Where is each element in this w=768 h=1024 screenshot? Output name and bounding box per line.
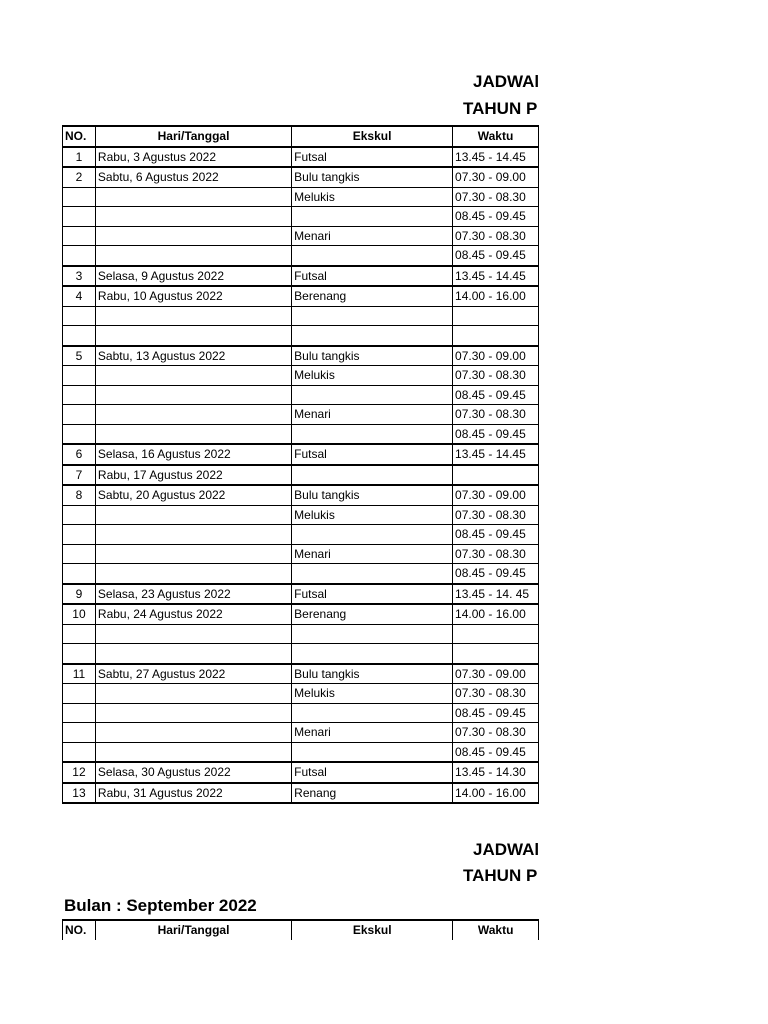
cell-hari-tanggal [95, 366, 291, 386]
cell-hari-tanggal [95, 684, 291, 704]
cell-no [63, 405, 96, 425]
cell-no [63, 703, 96, 723]
cell-no [63, 306, 96, 326]
cell-hari-tanggal [95, 544, 291, 564]
header-waktu: Waktu [453, 920, 539, 940]
table-header-row [63, 126, 539, 147]
schedule-title-1: JADWAl [473, 72, 539, 91]
cell-waktu: 13.45 - 14. 45 [453, 584, 539, 605]
table-row [63, 684, 539, 704]
header-no: NO. [63, 920, 96, 940]
cell-no [63, 564, 96, 584]
cell-ekskul: Bulu tangkis [292, 346, 453, 366]
cell-waktu: 14.00 - 16.00 [453, 286, 539, 306]
cell-waktu: 08.45 - 09.45 [453, 703, 539, 723]
cell-no: 9 [63, 584, 96, 605]
cell-ekskul: Futsal [292, 444, 453, 465]
cell-waktu: 07.30 - 08.30 [453, 187, 539, 207]
cell-hari-tanggal: Selasa, 30 Agustus 2022 [95, 762, 291, 783]
table-row [63, 385, 539, 405]
cell-hari-tanggal: Selasa, 16 Agustus 2022 [95, 444, 291, 465]
cell-no: 6 [63, 444, 96, 465]
cell-waktu: 07.30 - 08.30 [453, 684, 539, 704]
cell-no [63, 424, 96, 444]
cell-no [63, 525, 96, 545]
cell-no: 11 [63, 664, 96, 684]
cell-ekskul [292, 306, 453, 326]
cell-waktu: 07.30 - 09.00 [453, 485, 539, 505]
schedule-title-2: JADWAl [473, 840, 539, 859]
schedule-table-september [62, 919, 539, 940]
cell-no [63, 684, 96, 704]
cell-no [63, 742, 96, 762]
cell-ekskul [292, 326, 453, 346]
cell-waktu: 07.30 - 08.30 [453, 544, 539, 564]
cell-no [63, 723, 96, 743]
cell-hari-tanggal [95, 644, 291, 664]
table-row [63, 505, 539, 525]
table-body [63, 147, 539, 804]
table-row [63, 742, 539, 762]
cell-no: 3 [63, 266, 96, 287]
table-row [63, 485, 539, 505]
table-row [63, 465, 539, 486]
cell-hari-tanggal: Rabu, 10 Agustus 2022 [95, 286, 291, 306]
table-row [63, 366, 539, 386]
table-row [63, 147, 539, 168]
cell-waktu: 08.45 - 09.45 [453, 424, 539, 444]
cell-ekskul [292, 465, 453, 486]
cell-no [63, 326, 96, 346]
cell-waktu [453, 465, 539, 486]
cell-hari-tanggal [95, 187, 291, 207]
table-row [63, 544, 539, 564]
schedule-subtitle-2: TAHUN P [463, 866, 538, 885]
header-hari-tanggal: Hari/Tanggal [95, 126, 291, 147]
cell-hari-tanggal [95, 742, 291, 762]
cell-hari-tanggal [95, 207, 291, 227]
table-row [63, 326, 539, 346]
cell-no [63, 505, 96, 525]
table-row [63, 564, 539, 584]
cell-waktu: 07.30 - 08.30 [453, 723, 539, 743]
cell-waktu: 07.30 - 09.00 [453, 664, 539, 684]
cell-ekskul [292, 644, 453, 664]
cell-ekskul [292, 207, 453, 227]
table-row [63, 286, 539, 306]
cell-ekskul: Bulu tangkis [292, 664, 453, 684]
cell-ekskul: Menari [292, 405, 453, 425]
cell-ekskul: Futsal [292, 147, 453, 168]
cell-ekskul: Bulu tangkis [292, 167, 453, 187]
cell-ekskul: Berenang [292, 286, 453, 306]
cell-waktu: 13.45 - 14.45 [453, 444, 539, 465]
table-row [63, 604, 539, 624]
cell-waktu: 13.45 - 14.45 [453, 266, 539, 287]
cell-no [63, 207, 96, 227]
cell-ekskul: Menari [292, 544, 453, 564]
cell-ekskul: Melukis [292, 505, 453, 525]
cell-ekskul: Menari [292, 723, 453, 743]
header-ekskul: Ekskul [292, 126, 453, 147]
cell-ekskul: Futsal [292, 584, 453, 605]
cell-hari-tanggal [95, 624, 291, 644]
cell-hari-tanggal: Rabu, 31 Agustus 2022 [95, 783, 291, 804]
cell-hari-tanggal [95, 525, 291, 545]
cell-hari-tanggal [95, 564, 291, 584]
table-row [63, 584, 539, 605]
cell-hari-tanggal: Rabu, 3 Agustus 2022 [95, 147, 291, 168]
cell-hari-tanggal: Sabtu, 13 Agustus 2022 [95, 346, 291, 366]
cell-no: 13 [63, 783, 96, 804]
table-row [63, 664, 539, 684]
cell-no [63, 624, 96, 644]
cell-ekskul [292, 385, 453, 405]
cell-ekskul: Melukis [292, 366, 453, 386]
cell-no [63, 226, 96, 246]
table-row [63, 306, 539, 326]
cell-hari-tanggal [95, 306, 291, 326]
cell-no [63, 366, 96, 386]
table-row [63, 783, 539, 804]
cell-waktu: 08.45 - 09.45 [453, 742, 539, 762]
cell-hari-tanggal: Rabu, 17 Agustus 2022 [95, 465, 291, 486]
cell-hari-tanggal [95, 703, 291, 723]
cell-ekskul [292, 703, 453, 723]
cell-ekskul: Melukis [292, 684, 453, 704]
cell-waktu: 14.00 - 16.00 [453, 604, 539, 624]
cell-no [63, 187, 96, 207]
cell-ekskul [292, 525, 453, 545]
cell-waktu: 08.45 - 09.45 [453, 207, 539, 227]
table-row [63, 226, 539, 246]
table-row [63, 444, 539, 465]
cell-no: 1 [63, 147, 96, 168]
table-row [63, 246, 539, 266]
table-row [63, 207, 539, 227]
cell-hari-tanggal [95, 424, 291, 444]
cell-ekskul [292, 624, 453, 644]
cell-ekskul: Renang [292, 783, 453, 804]
table-row [63, 346, 539, 366]
table-row [63, 762, 539, 783]
cell-no: 4 [63, 286, 96, 306]
table-row [63, 266, 539, 287]
cell-ekskul: Futsal [292, 266, 453, 287]
table-row [63, 187, 539, 207]
cell-ekskul [292, 424, 453, 444]
cell-no [63, 644, 96, 664]
cell-hari-tanggal [95, 405, 291, 425]
header-no: NO. [63, 126, 96, 147]
cell-ekskul [292, 564, 453, 584]
cell-waktu [453, 326, 539, 346]
cell-waktu: 08.45 - 09.45 [453, 385, 539, 405]
cell-ekskul: Futsal [292, 762, 453, 783]
cell-no: 8 [63, 485, 96, 505]
cell-hari-tanggal: Sabtu, 20 Agustus 2022 [95, 485, 291, 505]
cell-hari-tanggal [95, 246, 291, 266]
cell-waktu: 08.45 - 09.45 [453, 525, 539, 545]
cell-no [63, 544, 96, 564]
cell-waktu: 07.30 - 09.00 [453, 167, 539, 187]
schedule-table-august [62, 125, 539, 804]
table-row [63, 703, 539, 723]
table-row [63, 624, 539, 644]
cell-ekskul [292, 246, 453, 266]
cell-no: 7 [63, 465, 96, 486]
cell-no: 2 [63, 167, 96, 187]
cell-ekskul: Bulu tangkis [292, 485, 453, 505]
cell-hari-tanggal [95, 385, 291, 405]
cell-no: 12 [63, 762, 96, 783]
cell-waktu: 13.45 - 14.30 [453, 762, 539, 783]
cell-hari-tanggal [95, 326, 291, 346]
header-ekskul: Ekskul [292, 920, 453, 940]
header-waktu: Waktu [453, 126, 539, 147]
cell-waktu: 07.30 - 09.00 [453, 346, 539, 366]
table-row [63, 644, 539, 664]
month-label: Bulan : September 2022 [64, 896, 257, 915]
cell-hari-tanggal [95, 505, 291, 525]
cell-waktu: 08.45 - 09.45 [453, 246, 539, 266]
cell-no [63, 246, 96, 266]
cell-waktu [453, 624, 539, 644]
cell-ekskul [292, 742, 453, 762]
cell-ekskul: Melukis [292, 187, 453, 207]
cell-hari-tanggal: Selasa, 9 Agustus 2022 [95, 266, 291, 287]
cell-waktu [453, 644, 539, 664]
cell-no [63, 385, 96, 405]
schedule-subtitle-1: TAHUN P [463, 99, 538, 118]
table-row [63, 405, 539, 425]
header-hari-tanggal: Hari/Tanggal [95, 920, 291, 940]
table-row [63, 167, 539, 187]
cell-waktu: 14.00 - 16.00 [453, 783, 539, 804]
cell-waktu: 08.45 - 09.45 [453, 564, 539, 584]
table-header-row [63, 920, 539, 940]
cell-waktu: 13.45 - 14.45 [453, 147, 539, 168]
cell-no: 10 [63, 604, 96, 624]
cell-ekskul: Menari [292, 226, 453, 246]
table-row [63, 723, 539, 743]
table-row [63, 424, 539, 444]
cell-hari-tanggal [95, 723, 291, 743]
cell-waktu [453, 306, 539, 326]
cell-waktu: 07.30 - 08.30 [453, 505, 539, 525]
cell-hari-tanggal: Selasa, 23 Agustus 2022 [95, 584, 291, 605]
cell-waktu: 07.30 - 08.30 [453, 226, 539, 246]
cell-hari-tanggal: Sabtu, 27 Agustus 2022 [95, 664, 291, 684]
cell-hari-tanggal: Rabu, 24 Agustus 2022 [95, 604, 291, 624]
cell-waktu: 07.30 - 08.30 [453, 405, 539, 425]
cell-hari-tanggal [95, 226, 291, 246]
cell-no: 5 [63, 346, 96, 366]
cell-ekskul: Berenang [292, 604, 453, 624]
cell-hari-tanggal: Sabtu, 6 Agustus 2022 [95, 167, 291, 187]
cell-waktu: 07.30 - 08.30 [453, 366, 539, 386]
table-row [63, 525, 539, 545]
